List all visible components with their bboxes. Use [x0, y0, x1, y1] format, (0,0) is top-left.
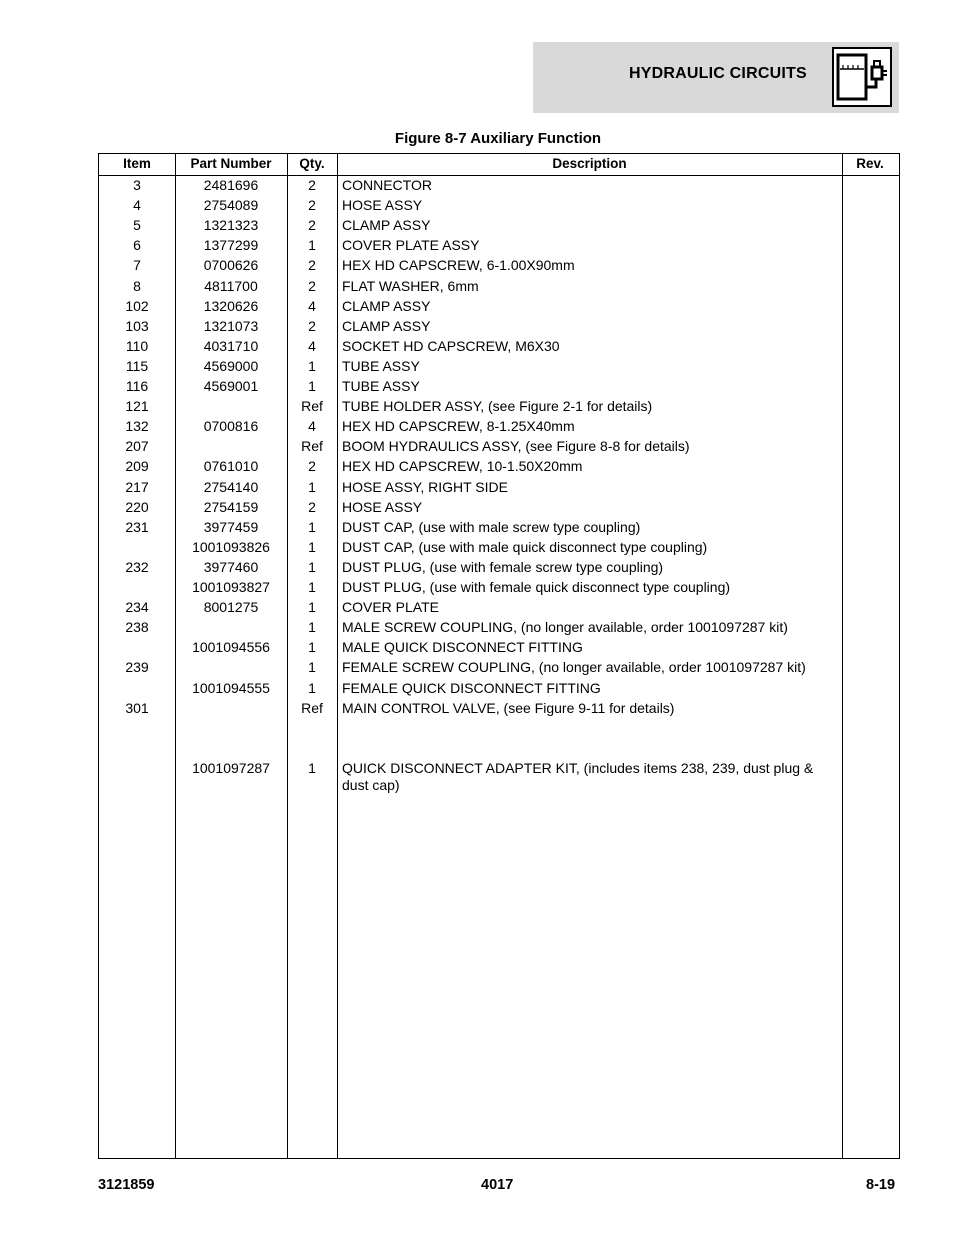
column-header-rev: Rev.: [856, 156, 884, 171]
qty-cell: 1: [308, 518, 316, 535]
item-cell: 217: [125, 478, 149, 495]
description-cell: TUBE ASSY: [342, 357, 420, 374]
column-header-qty: Qty.: [299, 156, 325, 171]
description-cell: CONNECTOR: [342, 177, 432, 193]
header-divider: [99, 175, 899, 176]
qty-cell: 4: [308, 297, 316, 314]
description-cell: BOOM HYDRAULICS ASSY, (see Figure 8-8 for details): [342, 438, 690, 455]
item-cell: 220: [125, 498, 149, 515]
qty-cell: 1: [308, 538, 316, 555]
part-number-cell: 1001093827: [192, 579, 270, 595]
part-number-cell: 1001094555: [192, 679, 270, 696]
item-cell: 110: [125, 337, 149, 354]
item-cell: 238: [125, 619, 149, 636]
description-cell: TUBE ASSY: [342, 378, 420, 394]
description-cell: DUST CAP, (use with male quick disconnect type coupling): [342, 538, 708, 555]
item-cell: 3: [133, 177, 141, 193]
qty-cell: 1: [308, 558, 316, 575]
part-number-cell: 2754140: [203, 478, 259, 495]
qty-cell: 1: [308, 679, 316, 696]
qty-cell: 1: [308, 378, 316, 394]
qty-cell: 1: [308, 599, 316, 616]
item-cell: 102: [125, 297, 149, 314]
figure-title: Figure 8-7 Auxiliary Function: [394, 130, 602, 147]
description-cell: CLAMP ASSY: [342, 217, 431, 234]
part-number-cell: 1001093826: [192, 538, 270, 555]
qty-cell: 1: [308, 659, 316, 676]
column-divider: [337, 154, 338, 1158]
qty-cell: 2: [308, 498, 316, 515]
item-cell: 116: [125, 378, 149, 394]
part-number-cell: 1001094556: [192, 639, 270, 656]
description-cell: DUST CAP, (use with male screw type coupling): [342, 518, 641, 535]
item-cell: 207: [125, 438, 149, 455]
description-cell: DUST PLUG, (use with female quick disconnect type coupling): [342, 579, 731, 595]
part-number-cell: 2481696: [203, 177, 259, 193]
part-number-cell: 1377299: [203, 237, 259, 254]
description-cell: HOSE ASSY, RIGHT SIDE: [342, 478, 508, 495]
description-cell: COVER PLATE ASSY: [342, 237, 480, 254]
qty-cell: Ref: [301, 438, 323, 455]
item-cell: 239: [125, 659, 149, 676]
column-divider: [842, 154, 843, 1158]
description-cell: COVER PLATE: [342, 599, 439, 616]
qty-cell: 2: [308, 458, 316, 475]
description-cell: HEX HD CAPSCREW, 10-1.50X20mm: [342, 458, 583, 475]
part-number-cell: 3977459: [203, 518, 259, 535]
qty-cell: 1: [308, 579, 316, 595]
description-cell: HOSE ASSY: [342, 498, 423, 515]
part-number-cell: 4811700: [204, 277, 258, 294]
description-cell: SOCKET HD CAPSCREW, M6X30: [342, 337, 560, 354]
footer-model: 4017: [481, 1177, 514, 1193]
description-cell: QUICK DISCONNECT ADAPTER KIT, (includes items 238, 239, dust plug & dust cap): [342, 759, 814, 793]
item-cell: 103: [125, 317, 149, 334]
item-cell: 8: [133, 277, 141, 294]
part-number-cell: 2754089: [203, 197, 259, 214]
description-cell: MAIN CONTROL VALVE, (see Figure 9-11 for details): [342, 699, 675, 716]
description-cell: MALE SCREW COUPLING, (no longer available, order 1001097287 kit): [342, 619, 788, 636]
part-number-cell: 4569000: [203, 357, 259, 374]
parts-table: [98, 153, 900, 1159]
part-number-cell: 1001097287: [192, 759, 270, 776]
description-cell: TUBE HOLDER ASSY, (see Figure 2-1 for details): [342, 398, 653, 415]
description-cell: MALE QUICK DISCONNECT FITTING: [342, 639, 583, 656]
qty-cell: 2: [308, 257, 316, 274]
qty-cell: 1: [308, 639, 316, 656]
description-cell: FEMALE QUICK DISCONNECT FITTING: [342, 679, 601, 696]
description-cell: DUST PLUG, (use with female screw type coupling): [342, 558, 664, 575]
footer-doc-number: 3121859: [98, 1177, 155, 1193]
item-cell: 115: [125, 357, 149, 374]
qty-cell: 1: [308, 619, 316, 636]
qty-cell: 1: [308, 357, 316, 374]
footer-page-number: 8-19: [866, 1177, 896, 1193]
item-cell: 132: [125, 418, 149, 435]
item-cell: 121: [125, 398, 149, 415]
qty-cell: 1: [308, 478, 316, 495]
column-header-description: Description: [552, 156, 627, 171]
qty-cell: 2: [308, 217, 316, 234]
qty-cell: Ref: [301, 398, 323, 415]
item-cell: 209: [125, 458, 149, 475]
description-cell: FEMALE SCREW COUPLING, (no longer available, order 1001097287 kit): [342, 659, 806, 676]
qty-cell: Ref: [301, 699, 323, 716]
item-cell: 232: [125, 558, 149, 575]
qty-cell: 2: [308, 317, 316, 334]
qty-cell: 1: [308, 237, 316, 254]
item-cell: 6: [133, 237, 141, 254]
column-header-part-number: Part Number: [190, 156, 272, 171]
hydraulic-reservoir-icon: [832, 47, 892, 107]
part-number-cell: 4031710: [203, 337, 259, 354]
item-cell: 7: [133, 257, 141, 274]
qty-cell: 4: [308, 337, 316, 354]
qty-cell: 2: [308, 197, 316, 214]
section-title: HYDRAULIC CIRCUITS: [629, 65, 807, 82]
qty-cell: 4: [308, 418, 316, 435]
item-cell: 234: [125, 599, 149, 616]
part-number-cell: 1321073: [203, 317, 259, 334]
item-cell: 4: [133, 197, 141, 214]
description-cell: FLAT WASHER, 6mm: [342, 277, 479, 294]
part-number-cell: 3977460: [203, 558, 259, 575]
part-number-cell: 8001275: [203, 599, 259, 616]
part-number-cell: 0700626: [203, 257, 259, 274]
description-cell: HOSE ASSY: [342, 197, 423, 214]
item-cell: 301: [125, 699, 149, 716]
part-number-cell: 1320626: [203, 297, 259, 314]
description-cell: CLAMP ASSY: [342, 297, 431, 314]
part-number-cell: 0700816: [203, 418, 259, 435]
item-cell: 231: [125, 518, 149, 535]
description-cell: CLAMP ASSY: [342, 317, 431, 334]
part-number-cell: 0761010: [203, 458, 259, 475]
description-cell: HEX HD CAPSCREW, 6-1.00X90mm: [342, 257, 575, 274]
part-number-cell: 2754159: [203, 498, 259, 515]
item-cell: 5: [133, 217, 141, 234]
part-number-cell: 1321323: [203, 217, 259, 234]
qty-cell: 2: [308, 177, 316, 193]
description-cell: HEX HD CAPSCREW, 8-1.25X40mm: [342, 418, 575, 435]
column-header-item: Item: [123, 156, 151, 171]
qty-cell: 2: [308, 277, 316, 294]
part-number-cell: 4569001: [203, 378, 259, 394]
qty-cell: 1: [308, 759, 316, 776]
